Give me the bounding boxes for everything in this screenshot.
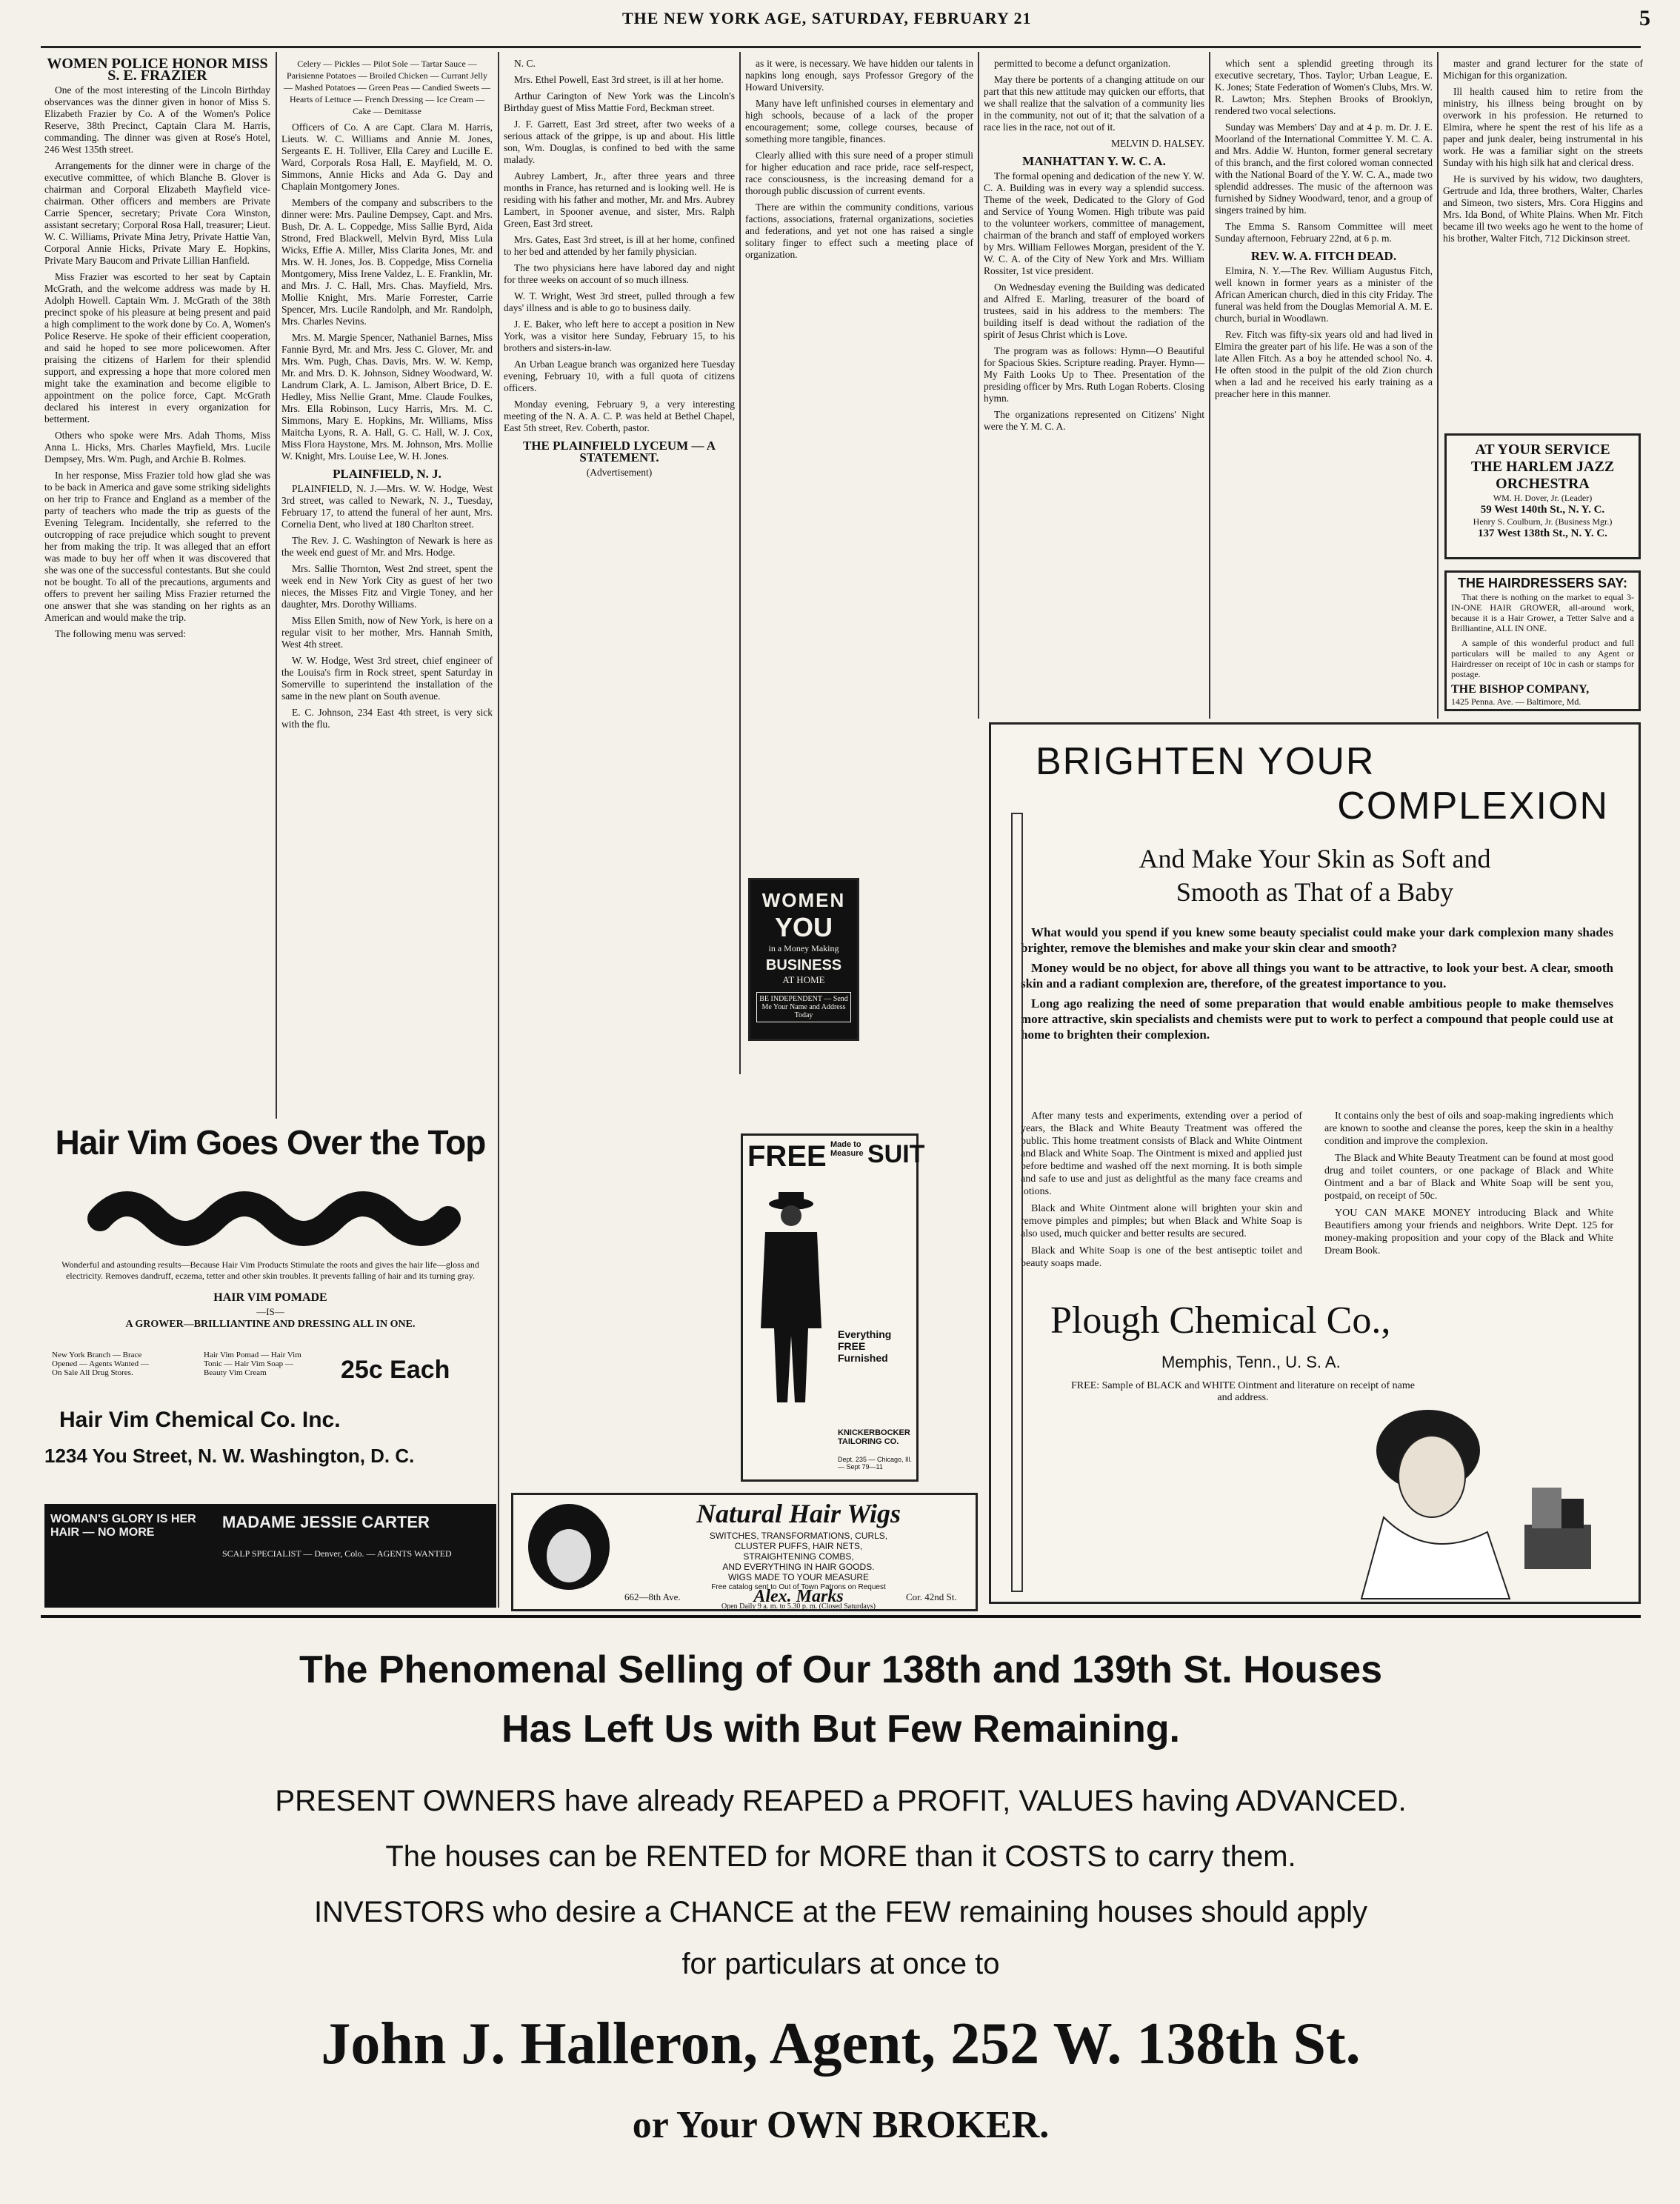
- article-paragraph: Others who spoke were Mrs. Adah Thoms, Miss Anna L. Hicks, Mrs. Charles Mayfield, Mrs. Lucile Dempsey, Mrs. Wm. Pugh, and Archie B. Rolmes.: [44, 430, 270, 465]
- ad-text: Made to Measure: [830, 1140, 864, 1158]
- ad-text: A sample of this wonderful product and full particulars will be mailed to any Agent or Hairdresser on receipt of 10c in cash or stamps for postage.: [1451, 638, 1634, 679]
- ad-halleron-houses: [41, 1615, 1641, 2193]
- ad-free-sample: FREE: Sample of BLACK and WHITE Ointment and literature on receipt of name and address.: [1071, 1380, 1415, 1403]
- ad-paragraph: Money would be no object, for above all things you want to be attractive, to look your best. A clear, smooth skin and a radiant complexion are, therefore, of the greatest importance to you.: [1021, 961, 1613, 991]
- article-paragraph: Clearly allied with this sure need of a proper stimuli for higher education and race pride, race self-respect, race consciousness, is the increasing demand for a thorough public discussion of current events.: [745, 150, 973, 196]
- ad-text: Henry S. Coulburn, Jr. (Business Mgr.): [1473, 516, 1613, 527]
- ad-text: AND EVERYTHING IN HAIR GOODS.: [722, 1562, 875, 1572]
- article-signature: MELVIN D. HALSEY.: [1110, 138, 1204, 149]
- hair-braid-illustration: [96, 1189, 452, 1248]
- ad-text: WM. H. Dover, Jr. (Leader): [1493, 493, 1593, 503]
- article-paragraph: Aubrey Lambert, Jr., after three years and three months in France, has returned and is looking well. He is residing with his father and mother, Mr. and Mrs. Aubrey Lambert, in Spooner avenue, and sister, Mrs. Ralph Green, East 3rd street.: [504, 170, 735, 229]
- page-number: 5: [1639, 6, 1650, 30]
- article-paragraph: Sunday was Members' Day and at 4 p. m. Dr. J. E. Moorland of the International Committee Y. M. C. A. and Mrs. Addie W. Hunton, former general secretary of this branch, and the first colored woman connected with the National Board of the Y. W. C. A., made two splendid addresses. The music of the afternoon was furnished by Sidney Woodward, tenor, and a group of singers trained by him.: [1215, 121, 1433, 216]
- ad-paragraph: The Black and White Beauty Treatment can be found at most good drug and toilet counters, or one package of Black and White Ointment and a bar of Black and White Soap will be sent you, postpaid, on receipt of 50c.: [1324, 1153, 1613, 1202]
- article-paragraph: Mrs. Gates, East 3rd street, is ill at her home, confined to her bed and attended by her family physician.: [504, 234, 735, 257]
- article-paragraph: as it were, is necessary. We have hidden our talents in napkins long enough, says Professor Gregory of the Howard University.: [745, 58, 973, 93]
- article-paragraph: J. F. Garrett, East 3rd street, after two weeks of a serious attack of the grippe, is up and about. His little son, Wm. Douglas, is confined to bed with the same malady.: [504, 119, 735, 165]
- ad-text: Dept. 235 — Chicago, Ill. — Sept 79—11: [838, 1456, 913, 1471]
- masthead-title: THE NEW YORK AGE, SATURDAY, FEBRUARY 21: [622, 9, 1032, 27]
- ad-text: 1425 Penna. Ave. — Baltimore, Md.: [1451, 696, 1581, 707]
- ad-address: 662—8th Ave.: [624, 1591, 681, 1602]
- ad-headline: BRIGHTEN YOUR: [1036, 740, 1376, 783]
- column-divider: [276, 52, 277, 1119]
- ad-text: FREE: [747, 1140, 827, 1173]
- ad-natural-hair-wigs: [511, 1493, 978, 1611]
- article-paragraph: Members of the company and subscribers to the dinner were: Mrs. Pauline Dempsey, Capt. and Mrs. Bush, Dr. A. L. Coppedge, Miss Sallie Byrd, Aida Strond, Fred Blackwell, Melvin Byrd, Miss Lula Wicks, Effie A. Miller, Miss Clarita Jones, Mr. and Mrs. W. H. Jones, Jos. B. Coppedge, Miss Cornelia Montgomery, Miss Irene Valdez, L. E. Franklin, Mr. and Mrs. J. C. Hall, Mrs. Chas. Mayfield, Mrs. Mollie Knight, Mrs. Marie Forrester, Carrie Spencer, Mrs. Lucile Randolph, and Mr. Randolph, Mrs. Charles Nevins.: [281, 197, 493, 327]
- article-paragraph: May there be portents of a changing attitude on our part that this new attitude may quicken our efforts, that we shall realize that the salvation of a community lies in the community, not out of it; that the salvation of a race lies in the race, not out of it.: [984, 74, 1204, 133]
- ad-text: BE INDEPENDENT — Send Me Your Name and Address Today: [756, 992, 851, 1022]
- ad-text: New York Branch — Brace Opened — Agents Wanted — On Sale All Drug Stores.: [52, 1351, 149, 1377]
- ad-paragraph: After many tests and experiments, extending over a period of years, the Black and White Beauty Treatment was offered the public. This home treatment consists of Black and White Ointment and Black and White Soap. The Ointment is mixed and applied just before bedtime and washed off the next morning. It is both simple and safe to use and just as delightful as the many face creams and lotions.: [1021, 1111, 1302, 1197]
- article-paragraph: N. C.: [514, 58, 536, 69]
- ad-text: AT HOME: [782, 974, 825, 985]
- ad-women-business: [748, 878, 859, 1041]
- ad-paragraph: Long ago realizing the need of some preparation that would enable ambitious people to make themselves more attractive, skin specialists and chemists were put to work to perfect a compound that people could use at home to brighten their complexion.: [1021, 996, 1613, 1042]
- ad-paragraph: What would you spend if you knew some beauty specialist could make your dark complexion many shades brighter, remove the blemishes and make your skin clear and smooth?: [1021, 925, 1613, 955]
- article-paragraph: W. T. Wright, West 3rd street, pulled through a few days' illness and is able to go to business daily.: [504, 290, 735, 313]
- column-divider: [1209, 52, 1210, 719]
- column-divider: [978, 52, 979, 719]
- article-paragraph: Mrs. Ethel Powell, East 3rd street, is ill at her home.: [514, 74, 724, 85]
- article-paragraph: The organizations represented on Citizens' Night were the Y. M. C. A.: [984, 409, 1204, 432]
- ad-headline: COMPLEXION: [1337, 785, 1609, 828]
- masthead-rule: [41, 46, 1641, 48]
- article-paragraph: The following menu was served:: [55, 628, 186, 639]
- ad-text: 137 West 138th St., N. Y. C.: [1478, 527, 1607, 539]
- article-paragraph: The Rev. J. C. Washington of Newark is here as the week end guest of Mr. and Mrs. Hodge.: [281, 535, 493, 558]
- article-paragraph: permitted to become a defunct organization.: [994, 58, 1171, 69]
- ad-company-city: Memphis, Tenn., U. S. A.: [1161, 1353, 1341, 1371]
- ad-name: Alex. Marks: [753, 1587, 844, 1606]
- article-paragraph: Elmira, N. Y.—The Rev. William Augustus Fitch, well known in former years as a minister of the African American church, died in this city Friday. The funeral was held from the Douglas Memorial A. M. E. church, burial in Woodlawn.: [1215, 265, 1433, 324]
- article-paragraph: Officers of Co. A are Capt. Clara M. Harris, Lieuts. W. C. Williams and Annie M. Jones, Sergeants E. H. Tolliver, Ella Carey and Lucille E. Ward, Corporals Rosa Hall, E. Mayfield, M. O. Simmons, Annie Hicks and Ada G. Day and Chaplain Montgomery Jones.: [281, 121, 493, 192]
- article-paragraph: The program was as follows: Hymn—O Beautiful for Spacious Skies. Scripture reading. Prayer. Hymn—My Faith Looks Up to Thee. Presentation of the presiding officer by Mrs. Ruth Logan Roberts. Closing hymn.: [984, 345, 1204, 404]
- ad-text: 59 West 140th St., N. Y. C.: [1480, 504, 1605, 516]
- column-divider: [1437, 52, 1439, 719]
- ad-heading: THE HAIRDRESSERS SAY:: [1457, 576, 1628, 590]
- ad-text: A GROWER—BRILLIANTINE AND DRESSING ALL IN ONE.: [125, 1319, 416, 1330]
- ad-tagline: Wonderful and astounding results—Because Hair Vim Products Stimulate the roots and gives the hair life—gloss and electricity. Removes dandruff, eczema, tetter and other skin troubles. It prevents falling of hair and its turning gray.: [61, 1259, 479, 1281]
- ad-body: [1021, 925, 1613, 1047]
- article-paragraph: Ill health caused him to retire from the ministry, his illness being brought on by overwork in his profession. He returned to Elmira, where he spent the rest of his life as a paper and junk dealer, being instrumental in his work. He was a familiar sight on the streets Sunday with his high silk hat and clerical dress.: [1443, 86, 1643, 168]
- ad-text: THE HARLEM JAZZ: [1470, 459, 1615, 475]
- ad-headline: Has Left Us with But Few Remaining.: [501, 1708, 1180, 1751]
- ad-harlem-jazz: [1444, 433, 1641, 559]
- ad-text: HAIR VIM POMADE: [213, 1291, 327, 1304]
- ad-company-name: Hair Vim Chemical Co. Inc.: [59, 1408, 341, 1432]
- section-heading: THE PLAINFIELD LYCEUM — A STATEMENT.: [522, 439, 716, 465]
- ad-text: ORCHESTRA: [1496, 476, 1590, 492]
- ad-address: Cor. 42nd St.: [906, 1591, 957, 1602]
- ad-hairdressers: [1444, 570, 1641, 711]
- ad-text: MADAME JESSIE CARTER: [222, 1513, 430, 1531]
- ad-text: —IS—: [256, 1306, 284, 1317]
- article-paragraph: An Urban League branch was organized here Tuesday evening, February 10, with a full quota of citizens officers.: [504, 359, 735, 393]
- ad-text: AT YOUR SERVICE: [1475, 442, 1610, 458]
- menu-list: Celery — Pickles — Pilot Sole — Tartar Sauce — Parisienne Potatoes — Broiled Chicken — Currant Jelly — Mashed Potatoes — Green Peas — Candied Sweets — Hearts of Lettuce — French Dressing — Ice Cream — Cake — Demitasse: [284, 59, 490, 116]
- article-paragraph: He is survived by his widow, two daughters, Gertrude and Ida, three brothers, Walter, Charles and Simeon, two sisters, Mrs. Cora Higgins and Mrs. Ida Bond, of White Plains. When Mr. Fitch became ill two weeks ago he went to the home of his brother, Walter Fitch, 712 Dickinson street.: [1443, 173, 1643, 244]
- ad-text: SWITCHES, TRANSFORMATIONS, CURLS,: [709, 1531, 888, 1541]
- ad-hours: Open Daily 9 a. m. to 5.30 p. m. (Closed Saturdays): [721, 1602, 876, 1611]
- article-paragraph: which sent a splendid greeting through its executive secretary, Thos. Taylor; Urban League, E. K. Jones; State Federation of Women's Clubs, Mrs. W. R. Lawton; Mrs. Stephen Brooks of Brooklyn, rendered two vocal selections.: [1215, 58, 1433, 116]
- ad-headline: Hair Vim Goes Over the Top: [55, 1123, 486, 1162]
- ad-paragraph: YOU CAN MAKE MONEY introducing Black and White Beautifiers among your friends and neighbors. Write Dept. 125 for money-making proposition and your copy of the Black and White Dream Book.: [1324, 1208, 1613, 1256]
- article-paragraph: W. W. Hodge, West 3rd street, chief engineer of the Louisa's firm in Rock street, spent Saturday in Somerville to superintend the installation of the same in the new plant on South avenue.: [281, 655, 493, 702]
- article-paragraph: The formal opening and dedication of the new Y. W. C. A. Building was in every way a splendid success. Theme of the week, Dedicated to the Glory of God and Service of Young Women. High tribute was paid to the volunteer workers, committee of management, chairman of the branch and staff of employed workers by Mrs. William Fellowes Morgan, president of the Y. W. C. A. of the City of New York and Mrs. William Rossiter, 1st vice president.: [984, 170, 1204, 276]
- ad-line: PRESENT OWNERS have already REAPED a PROFIT, VALUES having ADVANCED.: [275, 1785, 1407, 1817]
- ad-text: Free catalog sent to Out of Town Patrons on Request: [711, 1583, 886, 1591]
- ad-left-column: [1021, 1110, 1302, 1274]
- ad-subheadline: And Make Your Skin as Soft and: [1139, 844, 1491, 873]
- article-officers-plainfield: [281, 58, 493, 1110]
- article-paragraph: Mrs. M. Margie Spencer, Nathaniel Barnes, Miss Fannie Byrd, Mr. and Mrs. Jess C. Glover, Mr. and Mrs. Wm. Pugh, Chas. Davis, Mrs. W. W. Kemp, Mr. and Mrs. D. K. Johnson, Sidney Woodward, W. Landrum Clark, A. L. Jamison, Albert Brice, D. E. Hedley, Miss Nellie Grant, Mme. Claude Foulkes, Mrs. Ella Robinson, Lucy Harris, Mrs. M. C. Simmons, Mary E. Hopkins, Mr. Williams, Miss Maitcha Lyons, R. A. Hall, G. C. Hall, W. J. Cox, Miss Flora Haystone, Mrs. M. Johnson, Mrs. Mollie W. Knight, Mrs. Louise Lee, W. H. Jones.: [281, 332, 493, 462]
- ad-text: WOMAN'S GLORY IS HER HAIR — NO MORE: [50, 1513, 196, 1539]
- article-paragraph: Rev. Fitch was fifty-six years old and had lived in Elmira the greater part of his life. He was a son of the late Allen Fitch. As a boy he attended school No. 4. He often stood in the pulpit of the old Zion church when a lad and he received his early training as a preacher here in this manner.: [1215, 329, 1433, 399]
- section-heading: REV. W. A. FITCH DEAD.: [1250, 249, 1397, 263]
- ad-text: Everything FREE Furnished: [838, 1328, 892, 1364]
- article-paragraph: PLAINFIELD, N. J.—Mrs. W. W. Hodge, West 3rd street, was called to Newark, N. J., Tuesday, February 17, to attend the funeral of her aunt, Mrs. Cornelia Dent, who lived at 180 Charlton street.: [281, 483, 493, 530]
- article-paragraph: On Wednesday evening the Building was dedicated and Alfred E. Marling, treasurer of the board of trustees, said in his address to the members: The building itself is dead without the radiation of the spirit of Jesus Christ which is Love.: [984, 282, 1204, 340]
- article-paragraph: E. C. Johnson, 234 East 4th street, is very sick with the flu.: [281, 707, 493, 730]
- article-paragraph: Many have left unfinished courses in elementary and high schools, because of a lack of the proper encouragement; some, college courses, because of something more tangible, finances.: [745, 98, 973, 144]
- ad-text: SCALP SPECIALIST — Denver, Colo. — AGENTS WANTED: [222, 1548, 452, 1559]
- ad-line: for particulars at once to: [681, 1948, 1000, 1980]
- ad-list: [624, 1531, 973, 1593]
- ad-text: Hair Vim Pomad — Hair Vim Tonic — Hair Vim Soap — Beauty Vim Cream: [204, 1351, 301, 1377]
- article-heading: WOMEN POLICE HONOR MISS S. E. FRAZIER: [47, 56, 268, 84]
- ad-paragraph: Black and White Soap is one of the best antiseptic toilet and beauty soaps made.: [1021, 1245, 1302, 1269]
- ad-text: WOMEN: [761, 889, 846, 911]
- article-paragraph: There are within the community conditions, various factions, associations, fraternal organizations, societies and federations, and yet not one has raised a single solitary finger to effect such a meeting place of organization.: [745, 202, 973, 260]
- article-fitch-cont: [1443, 58, 1643, 428]
- ad-paragraph: It contains only the best of oils and soap-making ingredients which are known to soothe and cleanse the pores, keep the skin in a healthy condition and improve the complexion.: [1324, 1111, 1613, 1147]
- ad-text: YOU: [774, 912, 833, 942]
- ad-paragraph: Black and White Ointment alone will brighten your skin and remove pimples and pimples; but when Black and White Soap is also used, much quicker and better results are secured.: [1021, 1203, 1302, 1239]
- article-paragraph: Arthur Carington of New York was the Lincoln's Birthday guest of Miss Mattie Ford, Beckman street.: [504, 90, 735, 113]
- ad-madame-carter: [44, 1504, 496, 1608]
- man-in-suit-illustration: [750, 1188, 832, 1410]
- article-paragraph: Mrs. Sallie Thornton, West 2nd street, spent the week end in New York City as guest of her two nieces, the Misses Fitz and Virgie Toney, and her daughter, Mrs. Dorothy Williams.: [281, 563, 493, 610]
- ad-text: SUIT: [867, 1140, 925, 1168]
- ad-text: THE BISHOP COMPANY,: [1451, 683, 1590, 696]
- ad-text: WIGS MADE TO YOUR MEASURE: [727, 1572, 870, 1582]
- article-paragraph: In her response, Miss Frazier told how glad she was to be back in America and gave some striking sidelights on her trip to France and England as a member of the party of teachers who made the trip as guests of the Evening Telegram. Incidentally, she referred to the outcropping of race prejudice which sought to prevent her from making the trip. It was alleged that an effort was made to buy her off when it was discovered that she was one of the successful contestants. But she could not be bought. To all of the precautions, arguments and offers to prevent her sailing Miss Frazier returned the one answer that she was standing on her rights as an American and would make the trip.: [44, 470, 270, 623]
- ad-plough-chemical: [989, 722, 1641, 1604]
- ad-company-name: Plough Chemical Co.,: [1050, 1299, 1391, 1342]
- ad-price: 25c Each: [341, 1356, 450, 1384]
- column-divider: [498, 52, 499, 1608]
- ad-right-column: [1324, 1110, 1613, 1262]
- section-heading: PLAINFIELD, N. J.: [333, 467, 441, 481]
- wig-illustration: [521, 1502, 617, 1602]
- article-fitch: [1215, 58, 1433, 710]
- column-divider: [739, 52, 741, 1074]
- ad-agent-name: John J. Halleron, Agent, 252 W. 138th St.: [321, 2011, 1361, 2077]
- ad-line: The houses can be RENTED for MORE than it COSTS to carry them.: [385, 1840, 1296, 1873]
- article-paragraph: The two physicians here have labored day and night for three weeks on account of so much illness.: [504, 262, 735, 285]
- article-paragraph: One of the most interesting of the Lincoln Birthday observances was the dinner given in honor of Miss S. Elizabeth Frazier by Co. A of the Women's Police Reserve, 38th Precinct, Captain Clara M. Harris, commanding. The dinner was given at Rose's Hotel, 246 West 135th street.: [44, 84, 270, 155]
- ad-free-suit: [741, 1133, 925, 1482]
- ad-text: CLUSTER PUFFS, HAIR NETS,: [734, 1541, 863, 1551]
- article-plainfield-cont: [504, 58, 735, 1065]
- ad-text: in a Money Making: [768, 943, 839, 953]
- ad-closing: or Your OWN BROKER.: [632, 2104, 1050, 2146]
- article-paragraph: master and grand lecturer for the state of Michigan for this organization.: [1443, 58, 1643, 81]
- ad-headline: Natural Hair Wigs: [696, 1499, 901, 1528]
- ad-company-address: 1234 You Street, N. W. Washington, D. C.: [44, 1445, 415, 1467]
- article-paragraph: Monday evening, February 9, a very interesting meeting of the N. A. A. C. P. was held at Bethel Chapel, East 5th street, Rev. Coberth, pastor.: [504, 399, 735, 433]
- article-paragraph: Miss Frazier was escorted to her seat by Captain McGrath, and the welcome address was made by H. Adolph Howell. Captain Wm. J. McGrath of the 38th precinct spoke of his pleasure at being present and paid a high compliment to the work done by Co. A, Women's Police Reserve. He spoke of their efficient cooperation, and said he hoped to see more policewomen. After praising the citizens of Harlem for their splendid support, and expressing a hope that more colored men might take the examination and become eligible to appointment on the police force, Capt. McGrath declared his interest in every organization for betterment.: [44, 271, 270, 425]
- ad-headline: The Phenomenal Selling of Our 138th and 139th St. Houses: [299, 1648, 1383, 1691]
- ad-line: INVESTORS who desire a CHANCE at the FEW remaining houses should apply: [313, 1896, 1368, 1928]
- masthead: [0, 0, 1680, 44]
- article-paragraph: Arrangements for the dinner were in charge of the executive committee, of which Blanche B. Glover is chairman and Corporal Elizabeth Mayfield vice-chairman. Other officers and members are Private Carrie Spencer, secretary; Private Cora Winston, assistant secretary; Corporal Rosa Hall, treasurer; Lieut. W. C. Williams, Private Mina Jetry, Private Hattie Van, Corporal Annie Hicks, Private Mary E. Hopkins, Private Mary Baucom and Private Lillian Hanfield.: [44, 160, 270, 266]
- ad-subheadline: Smooth as That of a Baby: [1176, 877, 1454, 907]
- woman-portrait-illustration: [1339, 1406, 1636, 1599]
- section-heading: MANHATTAN Y. W. C. A.: [1022, 154, 1166, 168]
- article-paragraph: Miss Ellen Smith, now of New York, is here on a regular visit to her mother, Mrs. Hannah Smith, West 4th street.: [281, 615, 493, 650]
- article-ywca: [984, 58, 1204, 710]
- decorative-column-left: [1006, 813, 1028, 1591]
- article-lyceum-cont: [745, 58, 973, 873]
- ad-text: BUSINESS: [765, 957, 842, 973]
- advertisement-note: (Advertisement): [586, 467, 653, 478]
- article-paragraph: J. E. Baker, who left here to accept a position in New York, was a visitor here Sunday, February 15, to his brothers and sisters-in-law.: [504, 319, 735, 353]
- ad-text: STRAIGHTENING COMBS,: [743, 1551, 854, 1562]
- article-women-police: [44, 58, 270, 1110]
- ad-text: KNICKERBOCKER TAILORING CO.: [838, 1428, 910, 1446]
- article-paragraph: The Emma S. Ransom Committee will meet Sunday afternoon, February 22nd, at 6 p. m.: [1215, 221, 1433, 244]
- ad-hair-vim: [44, 1115, 496, 1485]
- ad-text: That there is nothing on the market to equal 3-IN-ONE HAIR GROWER, all-around work, because it is a Hair Grower, a Tetter Salve and a Brilliantine, ALL IN ONE.: [1451, 592, 1634, 633]
